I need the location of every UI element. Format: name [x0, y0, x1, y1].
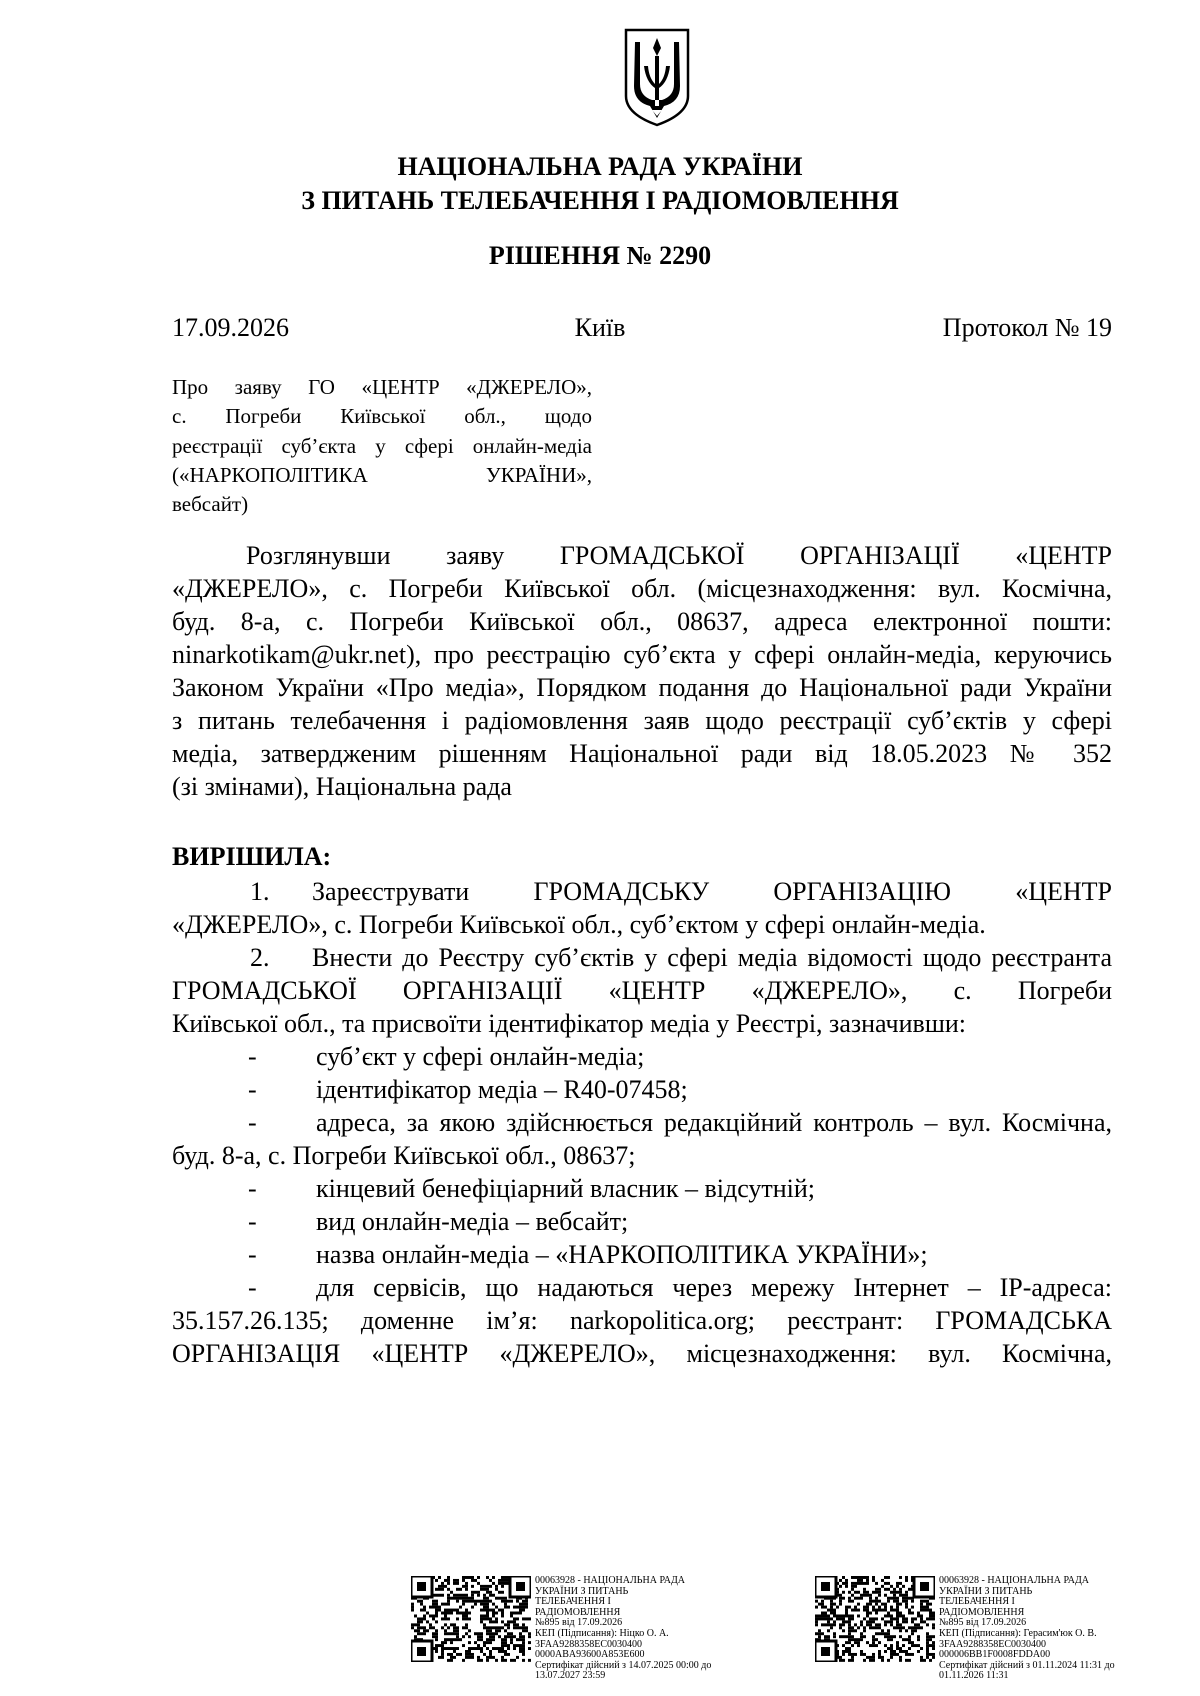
stamp-line: 01.11.2026 11:31 — [939, 1670, 1009, 1682]
stamp-line: ТЕЛЕБАЧЕННЯ І — [939, 1596, 1015, 1608]
bullet-item — [172, 1073, 1112, 1106]
bullet-dash: - — [248, 1042, 257, 1071]
stamp-line: 00063928 - НАЦІОНАЛЬНА РАДА — [535, 1575, 686, 1586]
preamble-line: Розглянувши заяву ГРОМАДСЬКОЇ ОРГАНІЗАЦІЇ «ЦЕНТР — [246, 541, 1112, 570]
bullet-dash: - — [248, 1075, 257, 1104]
e-signature-stamp — [815, 1575, 1145, 1682]
item1-line: «ДЖЕРЕЛО», с. Погреби Київської обл., суб’єктом у сфері онлайн-медіа. — [172, 910, 986, 939]
resolved-heading: ВИРІШИЛА: — [172, 842, 332, 871]
qr-code-icon — [815, 1576, 935, 1662]
signature-stamp-text — [939, 1576, 1149, 1682]
item1-line — [172, 875, 1112, 908]
bullet-text: вид онлайн-медіа – вебсайт; — [316, 1207, 629, 1236]
stamp-line: РАДІОМОВЛЕННЯ — [535, 1606, 621, 1618]
bullet-item — [172, 1040, 1112, 1073]
stamp-line: 3FAA9288358EC0030400 — [939, 1638, 1047, 1650]
stamp-line: №895 від 17.09.2026 — [939, 1617, 1027, 1629]
stamp-line: №895 від 17.09.2026 — [535, 1617, 623, 1629]
bullet-text: суб’єкт у сфері онлайн-медіа; — [316, 1042, 645, 1071]
preamble-line: буд. 8-а, с. Погреби Київської обл., 08637, адреса електронної пошти: — [172, 607, 1112, 636]
protocol-number: Протокол № 19 — [942, 313, 1112, 342]
bullet-item — [172, 1205, 1112, 1238]
bullet-text: назва онлайн-медіа – «НАРКОПОЛІТИКА УКРАЇНИ»; — [316, 1240, 928, 1269]
item2-line: Київської обл., та присвоїти ідентифікатор медіа у Реєстрі, зазначивши: — [172, 1009, 966, 1038]
decision-title: РІШЕННЯ № 2290 — [488, 241, 712, 270]
bullet-text: ідентифікатор медіа – R40-07458; — [316, 1075, 688, 1104]
preamble-line: (зі змінами), Національна рада — [172, 772, 512, 801]
stamp-line: Сертифікат дійсний з 14.07.2025 00:00 до — [535, 1659, 712, 1671]
preamble-line: з питань телебачення і радіомовлення заяв щодо реєстрації суб’єктів у сфері — [172, 706, 1112, 735]
stamp-line: УКРАЇНИ З ПИТАНЬ — [535, 1585, 629, 1597]
signature-stamp-text — [535, 1576, 745, 1682]
bullet-dash: - — [248, 1108, 257, 1137]
bullet-text: адреса, за якою здійснюється редакційний контроль – вул. Космічна, — [316, 1108, 1112, 1137]
stamp-line: КЕП (Підписання): Ніцко О. А. — [535, 1627, 669, 1639]
subject-line: с. Погреби Київської обл., щодо — [172, 404, 592, 429]
decision-city: Київ — [574, 313, 626, 342]
bullet-item — [172, 1172, 1112, 1205]
stamp-line: Сертифікат дійсний з 01.11.2024 11:31 до — [939, 1659, 1115, 1671]
bullet-dash: - — [248, 1273, 257, 1302]
bullet-dash: - — [248, 1207, 257, 1236]
qr-code-icon — [411, 1576, 531, 1662]
subject-line: («НАРКОПОЛІТИКА УКРАЇНИ», — [172, 462, 592, 487]
stamp-line: РАДІОМОВЛЕННЯ — [939, 1606, 1025, 1618]
bullet-text: кінцевий бенефіціарний власник – відсутній; — [316, 1174, 816, 1203]
stamp-line: КЕП (Підписання): Герасим'юк О. В. — [939, 1627, 1097, 1639]
stamp-line: 0000ABA93600A853E600 — [535, 1649, 645, 1661]
subject-line: вебсайт) — [172, 492, 249, 517]
bullet-item — [172, 1271, 1112, 1304]
stamp-line: 13.07.2027 23:59 — [535, 1670, 606, 1682]
subject-line: Про заяву ГО «ЦЕНТР «ДЖЕРЕЛО», — [172, 375, 592, 399]
stamp-line: УКРАЇНИ З ПИТАНЬ — [939, 1585, 1033, 1597]
item2-line: ГРОМАДСЬКОЇ ОРГАНІЗАЦІЇ «ЦЕНТР «ДЖЕРЕЛО», с. Погреби — [172, 976, 1112, 1005]
bullet-continuation: буд. 8-а, с. Погреби Київської обл., 08637; — [172, 1141, 636, 1170]
item2-number: 2. — [250, 943, 270, 972]
bullet-text: для сервісів, що надаються через мережу Інтернет – IP-адреса: — [316, 1273, 1112, 1302]
subject-line: реєстрації суб’єкта у сфері онлайн-медіа — [172, 433, 592, 458]
decision-subject — [172, 373, 592, 519]
bullet-item — [172, 1238, 1112, 1271]
decision-items — [172, 875, 1112, 1370]
preamble-paragraph — [172, 539, 1112, 803]
decision-date: 17.09.2026 — [172, 313, 289, 342]
bullet-dash: - — [248, 1174, 257, 1203]
item2-text: Внести до Реєстру суб’єктів у сфері медіа відомості щодо реєстранта — [312, 943, 1112, 972]
preamble-line: медіа, затвердженим рішенням Національної ради від 18.05.2023 № 352 — [172, 739, 1112, 768]
bullet-item — [172, 1106, 1112, 1139]
stamp-line: 000006BB1F0008FDDA00 — [939, 1649, 1051, 1661]
preamble-line: «ДЖЕРЕЛО», с. Погреби Київської обл. (місцезнаходження: вул. Космічна, — [172, 574, 1112, 603]
org-name-line2: З ПИТАНЬ ТЕЛЕБАЧЕННЯ І РАДІОМОВЛЕННЯ — [301, 186, 899, 215]
item1-text: Зареєструвати ГРОМАДСЬКУ ОРГАНІЗАЦІЮ «ЦЕНТР — [312, 877, 1112, 906]
bullet-dash: - — [248, 1240, 257, 1269]
item2-line — [172, 941, 1112, 974]
item1-number: 1. — [250, 877, 270, 906]
e-signature-stamp — [411, 1575, 741, 1682]
org-name-line1: НАЦІОНАЛЬНА РАДА УКРАЇНИ — [397, 152, 803, 181]
preamble-line: ninarkotikam@ukr.net), про реєстрацію суб’єкта у сфері онлайн-медіа, керуючись — [172, 640, 1112, 669]
bullet-continuation: ОРГАНІЗАЦІЯ «ЦЕНТР «ДЖЕРЕЛО», місцезнаходження: вул. Космічна, — [172, 1339, 1112, 1368]
trident-emblem-icon — [622, 26, 692, 128]
bullet-continuation: 35.157.26.135; доменне ім’я: narkopolitica.org; реєстрант: ГРОМАДСЬКА — [172, 1306, 1112, 1335]
stamp-line: ТЕЛЕБАЧЕННЯ І — [535, 1596, 611, 1608]
stamp-line: 00063928 - НАЦІОНАЛЬНА РАДА — [939, 1575, 1090, 1586]
stamp-line: 3FAA9288358EC0030400 — [535, 1638, 643, 1650]
preamble-line: Законом України «Про медіа», Порядком подання до Національної ради України — [172, 673, 1112, 702]
